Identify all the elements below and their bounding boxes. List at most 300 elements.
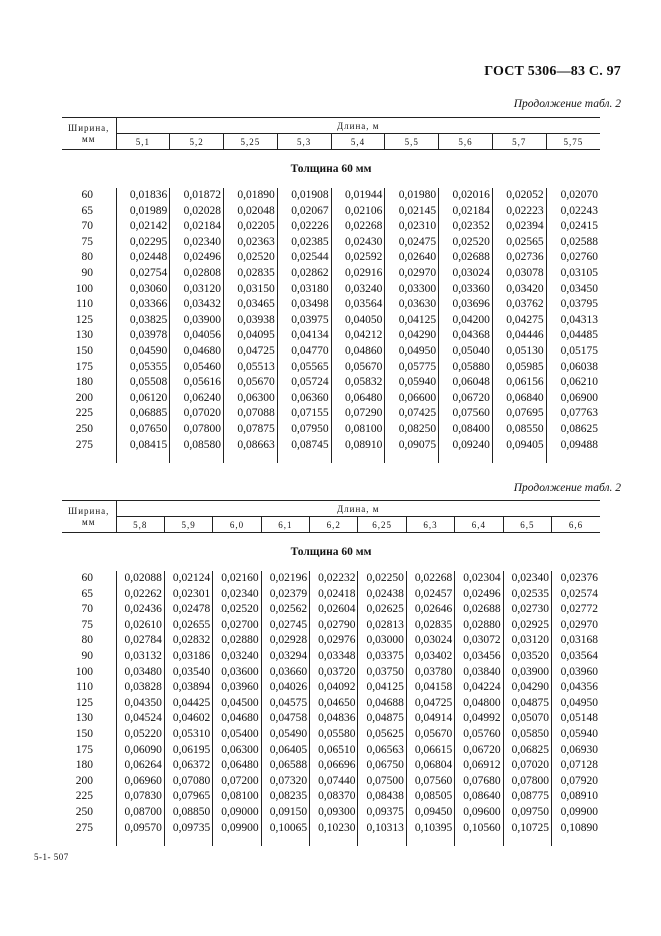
volume-cell: 0,02976 [310,633,358,649]
volume-cell: 0,04524 [116,711,164,727]
length-column-header: 5,9 [164,517,212,533]
width-value: 100 [75,282,93,295]
volume-cell: 0,02448 [116,250,170,266]
volume-cell: 0,08505 [406,789,454,805]
width-value: 70 [81,603,93,616]
volume-cell: 0,06300 [224,391,278,407]
volume-cell: 0,02385 [277,235,331,251]
volume-cell: 0,04290 [503,680,551,696]
volume-cell: 0,02430 [331,235,385,251]
volume-cell: 0,03432 [170,297,224,313]
volume-cell: 0,08910 [331,438,385,454]
volume-cell: 0,02352 [439,219,493,235]
volume-cell: 0,05565 [277,360,331,376]
volume-cell: 0,04313 [560,313,598,326]
width-value: 70 [81,220,93,233]
volume-cell: 0,07560 [439,406,493,422]
volume-cell: 0,06372 [164,758,212,774]
volume-cell: 0,06210 [560,376,598,389]
volume-cell: 0,04125 [358,680,406,696]
width-value: 250 [75,805,93,818]
volume-cell: 0,06720 [455,743,503,759]
volume-cell: 0,03520 [503,649,551,665]
table-row [62,360,600,376]
volume-cell: 0,03120 [503,633,551,649]
volume-cell: 0,02970 [560,618,599,631]
volume-cell: 0,07320 [261,774,309,790]
length-column-header: 5,75 [563,136,584,147]
table-row [62,406,600,422]
volume-cell: 0,02588 [560,235,598,248]
volume-cell: 0,08415 [116,438,170,454]
volume-cell: 0,10725 [503,821,551,837]
width-value: 175 [75,743,93,756]
volume-cell: 0,03540 [164,665,212,681]
volume-cell: 0,03498 [277,297,331,313]
volume-cell: 0,05220 [116,727,164,743]
volume-cell: 0,09600 [455,805,503,821]
volume-cell: 0,07695 [492,406,546,422]
volume-cell: 0,02862 [277,266,331,282]
volume-cell: 0,02363 [224,235,278,251]
volume-cell: 0,05508 [116,375,170,391]
length-column-header: 5,25 [224,134,278,150]
volume-cell: 0,03480 [116,665,164,681]
volume-cell: 0,04050 [331,313,385,329]
table-row [62,680,600,696]
volume-cell: 0,06930 [560,743,599,756]
volume-cell: 0,02124 [164,571,212,587]
width-value: 180 [75,759,93,772]
volume-cell: 0,02835 [224,266,278,282]
volume-cell: 0,04758 [261,711,309,727]
volume-cell: 0,03150 [224,282,278,298]
volume-cell: 0,08580 [170,438,224,454]
volume-cell: 0,02048 [224,204,278,220]
volume-cell: 0,09000 [213,805,261,821]
table-row [62,438,600,454]
volume-cell: 0,03762 [492,297,546,313]
table-row [62,743,600,759]
volume-cell: 0,02088 [116,571,164,587]
volume-cell: 0,06825 [503,743,551,759]
volume-cell: 0,06588 [261,758,309,774]
volume-cell: 0,03978 [116,328,170,344]
volume-cell: 0,03696 [439,297,493,313]
volume-cell: 0,09300 [310,805,358,821]
volume-cell: 0,04200 [439,313,493,329]
width-value: 90 [81,266,93,279]
volume-cell: 0,02243 [560,204,598,217]
length-column-header: 6,1 [261,517,309,533]
volume-cell: 0,04875 [358,711,406,727]
volume-cell: 0,03780 [406,665,454,681]
table-row [62,665,600,681]
volume-cell: 0,02808 [170,266,224,282]
table-row [62,266,600,282]
volume-cell: 0,03000 [358,633,406,649]
volume-cell: 0,02610 [116,618,164,634]
volume-cell: 0,04125 [385,313,439,329]
volume-cell: 0,08745 [277,438,331,454]
volume-cell: 0,05400 [213,727,261,743]
volume-cell: 0,02223 [492,204,546,220]
volume-cell: 0,02970 [385,266,439,282]
table-row [62,633,600,649]
volume-cell: 0,06264 [116,758,164,774]
volume-cell: 0,09488 [560,438,598,451]
width-value: 90 [81,649,93,662]
length-column-header: 5,2 [170,134,224,150]
volume-cell: 0,05175 [560,344,598,357]
volume-cell: 0,04680 [213,711,261,727]
volume-cell: 0,09075 [385,438,439,454]
volume-cell: 0,06720 [439,391,493,407]
volume-cell: 0,03186 [164,649,212,665]
volume-cell: 0,03564 [331,297,385,313]
volume-cell: 0,08910 [560,790,599,803]
volume-cell: 0,04860 [331,344,385,360]
volume-cell: 0,07950 [277,422,331,438]
table-row [62,235,600,251]
volume-cell: 0,02142 [116,219,170,235]
volume-cell: 0,06960 [116,774,164,790]
volume-cell: 0,02160 [213,571,261,587]
table-row [62,313,600,329]
volume-cell: 0,01944 [331,188,385,204]
volume-cell: 0,02496 [170,250,224,266]
volume-cell: 0,06038 [560,360,598,373]
table-row [62,602,600,618]
volume-cell: 0,08100 [213,789,261,805]
volume-cell: 0,04446 [492,328,546,344]
volume-cell: 0,02268 [406,571,454,587]
volume-cell: 0,02688 [439,250,493,266]
table-row [62,282,600,298]
volume-cell: 0,07560 [406,774,454,790]
volume-cell: 0,04095 [224,328,278,344]
volume-cell: 0,02340 [170,235,224,251]
volume-cell: 0,03840 [455,665,503,681]
volume-cell: 0,02438 [358,587,406,603]
volume-cell: 0,06360 [277,391,331,407]
length-column-header: 5,1 [116,134,170,150]
volume-cell: 0,05310 [164,727,212,743]
volume-cell: 0,03564 [560,649,599,662]
volume-cell: 0,08250 [385,422,439,438]
length-column-group-header: Длина, м [116,501,600,517]
volume-cell: 0,04056 [170,328,224,344]
volume-cell: 0,10395 [406,821,454,837]
volume-cell: 0,01872 [170,188,224,204]
volume-cell: 0,04356 [560,681,599,694]
width-value: 225 [75,790,93,803]
volume-cell: 0,02640 [385,250,439,266]
length-column-header: 5,5 [385,134,439,150]
volume-cell: 0,02835 [406,618,454,634]
volume-cell: 0,08775 [503,789,551,805]
volume-cell: 0,02790 [310,618,358,634]
volume-cell: 0,07290 [331,406,385,422]
volume-cell: 0,05850 [503,727,551,743]
volume-cell: 0,05985 [492,360,546,376]
volume-cell: 0,09735 [164,821,212,837]
volume-cell: 0,02520 [213,602,261,618]
length-column-header: 5,7 [492,134,546,150]
volume-cell: 0,05775 [385,360,439,376]
volume-cell: 0,10313 [358,821,406,837]
volume-cell: 0,06480 [213,758,261,774]
volume-cell: 0,04275 [492,313,546,329]
width-value: 100 [75,665,93,678]
volume-cell: 0,06804 [406,758,454,774]
volume-cell: 0,02544 [277,250,331,266]
volume-cell: 0,01989 [116,204,170,220]
volume-cell: 0,09240 [439,438,493,454]
volume-cell: 0,04680 [170,344,224,360]
volume-cell: 0,05940 [385,375,439,391]
table-continuation-label: Продолжение табл. 2 [513,98,621,110]
volume-cell: 0,04590 [116,344,170,360]
volume-cell: 0,03024 [439,266,493,282]
table-row [62,188,600,204]
volume-cell: 0,05513 [224,360,278,376]
length-column-header: 6,6 [568,519,584,530]
volume-cell: 0,03900 [170,313,224,329]
width-value: 75 [81,618,93,631]
volume-cell: 0,02760 [560,251,598,264]
volume-cell: 0,04368 [439,328,493,344]
table-row [62,219,600,235]
length-column-header: 5,8 [116,517,164,533]
volume-cell: 0,04992 [455,711,503,727]
volume-cell: 0,04602 [164,711,212,727]
table-row [62,618,600,634]
volume-cell: 0,04836 [310,711,358,727]
volume-cell: 0,04500 [213,696,261,712]
volume-cell: 0,04914 [406,711,454,727]
volume-cell: 0,02688 [455,602,503,618]
volume-cell: 0,02880 [455,618,503,634]
volume-cell: 0,07800 [170,422,224,438]
volume-cell: 0,05625 [358,727,406,743]
volume-cell: 0,03420 [492,282,546,298]
volume-cell: 0,05130 [492,344,546,360]
volume-cell: 0,02184 [170,219,224,235]
volume-cell: 0,04800 [455,696,503,712]
width-value: 80 [81,634,93,647]
volume-cell: 0,05490 [261,727,309,743]
volume-cell: 0,04224 [455,680,503,696]
volume-cell: 0,02754 [116,266,170,282]
volume-cell: 0,08235 [261,789,309,805]
volume-cell: 0,03168 [560,634,599,647]
volume-cell: 0,02625 [358,602,406,618]
table-row [62,711,600,727]
table-row [62,587,600,603]
volume-cell: 0,07200 [213,774,261,790]
volume-cell: 0,04725 [224,344,278,360]
volume-cell: 0,05670 [406,727,454,743]
section-title: Толщина 60 мм [290,163,372,175]
volume-cell: 0,03825 [116,313,170,329]
volume-cell: 0,04950 [385,344,439,360]
table-row [62,328,600,344]
volume-cell: 0,07425 [385,406,439,422]
volume-cell: 0,08400 [439,422,493,438]
volume-cell: 0,07650 [116,422,170,438]
volume-cell: 0,06156 [492,375,546,391]
volume-cell: 0,02565 [492,235,546,251]
volume-cell: 0,02376 [560,572,599,584]
volume-cell: 0,02028 [170,204,224,220]
volume-cell: 0,10065 [261,821,309,837]
width-value: 180 [75,376,93,389]
table-row [62,805,600,821]
volume-cell: 0,03060 [116,282,170,298]
volume-cell: 0,03402 [406,649,454,665]
volume-cell: 0,04688 [358,696,406,712]
volume-cell: 0,03795 [560,298,598,311]
print-code: 5-1- 507 [34,852,69,862]
width-value: 200 [75,774,93,787]
volume-cell: 0,04092 [310,680,358,696]
volume-cell: 0,02394 [492,219,546,235]
volume-cell: 0,05460 [170,360,224,376]
volume-cell: 0,07088 [224,406,278,422]
table-row [62,571,600,587]
volume-cell: 0,05670 [331,360,385,376]
data-table [62,500,600,846]
length-column-header: 6,4 [455,517,503,533]
volume-cell: 0,07680 [455,774,503,790]
table-row [62,344,600,360]
volume-cell: 0,02379 [261,587,309,603]
volume-cell: 0,02646 [406,602,454,618]
volume-table-1 [62,117,600,463]
volume-cell: 0,02340 [213,587,261,603]
volume-cell: 0,03360 [439,282,493,298]
volume-cell: 0,02184 [439,204,493,220]
volume-cell: 0,05355 [116,360,170,376]
volume-cell: 0,08700 [116,805,164,821]
volume-cell: 0,02925 [503,618,551,634]
volume-cell: 0,05940 [560,727,599,740]
length-column-header: 6,3 [406,517,454,533]
width-value: 200 [75,391,93,404]
volume-cell: 0,05880 [439,360,493,376]
volume-cell: 0,08438 [358,789,406,805]
volume-cell: 0,04425 [164,696,212,712]
width-value: 130 [75,329,93,342]
width-value: 110 [76,298,93,311]
volume-cell: 0,07080 [164,774,212,790]
volume-cell: 0,07920 [560,774,599,787]
volume-cell: 0,07128 [560,759,599,772]
volume-cell: 0,05580 [310,727,358,743]
volume-cell: 0,06912 [455,758,503,774]
volume-cell: 0,02052 [492,188,546,204]
volume-cell: 0,06405 [261,743,309,759]
table-row [62,789,600,805]
table-row [62,297,600,313]
volume-cell: 0,04485 [560,329,598,342]
volume-cell: 0,07965 [164,789,212,805]
width-value: 250 [75,422,93,435]
volume-cell: 0,06240 [170,391,224,407]
volume-cell: 0,06048 [439,375,493,391]
volume-cell: 0,02205 [224,219,278,235]
volume-cell: 0,04158 [406,680,454,696]
volume-cell: 0,07500 [358,774,406,790]
volume-cell: 0,02436 [116,602,164,618]
volume-cell: 0,03294 [261,649,309,665]
width-value: 65 [81,204,93,217]
volume-cell: 0,09375 [358,805,406,821]
volume-cell: 0,06090 [116,743,164,759]
volume-cell: 0,02745 [261,618,309,634]
table-continuation-label: Продолжение табл. 2 [513,482,621,494]
volume-cell: 0,09900 [213,821,261,837]
volume-cell: 0,05040 [439,344,493,360]
volume-cell: 0,08100 [331,422,385,438]
volume-cell: 0,01908 [277,188,331,204]
volume-cell: 0,06615 [406,743,454,759]
volume-cell: 0,02262 [116,587,164,603]
volume-cell: 0,03750 [358,665,406,681]
volume-cell: 0,03894 [164,680,212,696]
volume-cell: 0,07875 [224,422,278,438]
volume-cell: 0,02592 [331,250,385,266]
table-row [62,821,600,837]
table-row [62,375,600,391]
volume-cell: 0,02268 [331,219,385,235]
volume-cell: 0,04575 [261,696,309,712]
width-value: 80 [81,251,93,264]
table-row [62,391,600,407]
volume-cell: 0,02475 [385,235,439,251]
volume-cell: 0,04725 [406,696,454,712]
volume-cell: 0,02535 [503,587,551,603]
volume-cell: 0,09150 [261,805,309,821]
width-value: 150 [75,727,93,740]
volume-cell: 0,06750 [358,758,406,774]
volume-cell: 0,03348 [310,649,358,665]
volume-cell: 0,03456 [455,649,503,665]
volume-cell: 0,10230 [310,821,358,837]
length-column-header: 5,6 [439,134,493,150]
volume-cell: 0,02832 [164,633,212,649]
volume-cell: 0,02520 [224,250,278,266]
volume-cell: 0,09750 [503,805,551,821]
volume-cell: 0,04770 [277,344,331,360]
volume-cell: 0,04950 [560,696,599,709]
width-value: 175 [75,360,93,373]
volume-cell: 0,04350 [116,696,164,712]
volume-cell: 0,06900 [560,391,598,404]
width-value: 125 [75,696,93,709]
volume-cell: 0,09900 [560,805,599,818]
volume-cell: 0,05670 [224,375,278,391]
table-row [62,727,600,743]
volume-cell: 0,02304 [455,571,503,587]
volume-cell: 0,05832 [331,375,385,391]
volume-cell: 0,03375 [358,649,406,665]
volume-cell: 0,03828 [116,680,164,696]
volume-cell: 0,03366 [116,297,170,313]
volume-cell: 0,10890 [560,821,599,834]
volume-cell: 0,06840 [492,391,546,407]
